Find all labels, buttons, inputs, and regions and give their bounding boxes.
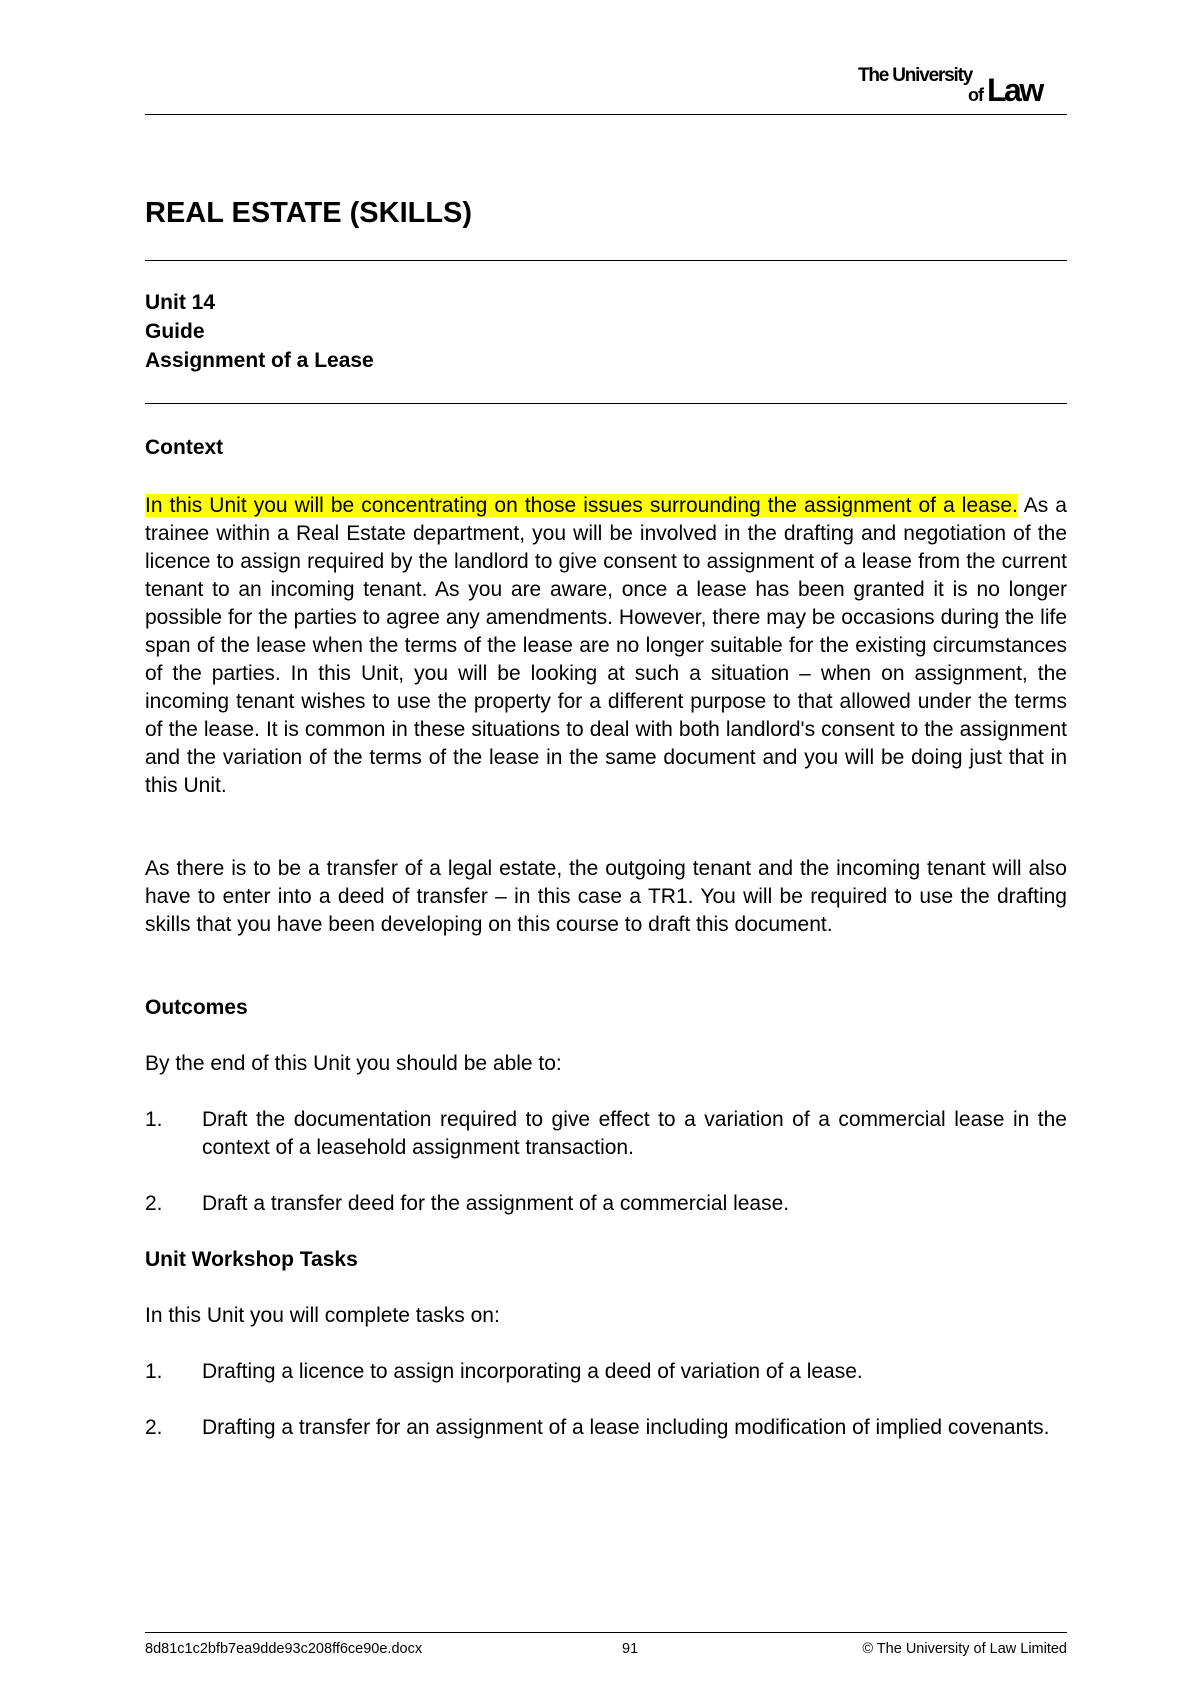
unit-number: Unit 14 <box>145 291 216 314</box>
task-number: 2. <box>145 1416 163 1439</box>
unit-divider <box>145 403 1067 404</box>
outcome-number: 1. <box>145 1108 163 1131</box>
task-number: 1. <box>145 1360 163 1383</box>
footer-divider <box>145 1632 1067 1633</box>
logo-line2: of <box>968 85 983 105</box>
highlighted-text: In this Unit you will be concentrating on those issues surrounding the assignment of a lease. <box>145 494 1018 517</box>
footer-filename: 8d81c1c2bfb7ea9dde93c208ff6ce90e.docx <box>145 1641 423 1657</box>
logo-word: Law <box>987 72 1042 108</box>
header-divider <box>145 114 1067 115</box>
unit-name: Assignment of a Lease <box>145 349 374 372</box>
task-text: Drafting a transfer for an assignment of a lease including modification of implied covenants. <box>202 1416 1050 1439</box>
outcome-number: 2. <box>145 1192 163 1215</box>
context-paragraph-1 <box>145 492 1067 800</box>
logo-line1: The University <box>858 65 973 86</box>
tasks-intro: In this Unit you will complete tasks on: <box>145 1304 500 1327</box>
context-heading: Context <box>145 436 224 459</box>
footer-copyright: © The University of Law Limited <box>862 1641 1067 1657</box>
university-logo <box>858 66 1068 106</box>
outcome-text: Draft the documentation required to give effect to a variation of a commercial lease in the context of a leasehold assignment transaction. <box>202 1108 1067 1159</box>
context-paragraph-2: As there is to be a transfer of a legal estate, the outgoing tenant and the incoming tenant will also have to enter into a deed of transfer – in this case a TR1. You will be required to use the drafting skills that you have been developing on this course to draft this document. <box>145 857 1067 936</box>
outcomes-heading: Outcomes <box>145 996 248 1019</box>
title-divider <box>145 260 1067 261</box>
unit-info <box>145 288 374 375</box>
outcomes-intro: By the end of this Unit you should be able to: <box>145 1052 562 1075</box>
document-title: REAL ESTATE (SKILLS) <box>145 197 473 229</box>
task-text: Drafting a licence to assign incorporating a deed of variation of a lease. <box>202 1360 863 1383</box>
context-paragraph-1-rest: As a trainee within a Real Estate department, you will be involved in the drafting and negotiation of the licence to assign required by the landlord to give consent to assignment of a lease from the current tenant to an incoming tenant. As you are aware, once a lease has been granted it is no longer possible for the parties to agree any amendments. However, there may be occasions during the life span of the lease when the terms of the lease are no longer suitable for the existing circumstances of the parties. In this Unit, you will be looking at such a situation – when on assignment, the incoming tenant wishes to use the property for a different purpose to that allowed under the terms of the lease. It is common in these situations to deal with both landlord's consent to the assignment and the variation of the terms of the lease in the same document and you will be doing just that in this Unit. <box>145 494 1067 797</box>
tasks-heading: Unit Workshop Tasks <box>145 1248 358 1271</box>
outcome-text: Draft a transfer deed for the assignment of a commercial lease. <box>202 1192 790 1215</box>
unit-type: Guide <box>145 320 205 343</box>
footer-page-number: 91 <box>622 1641 639 1657</box>
